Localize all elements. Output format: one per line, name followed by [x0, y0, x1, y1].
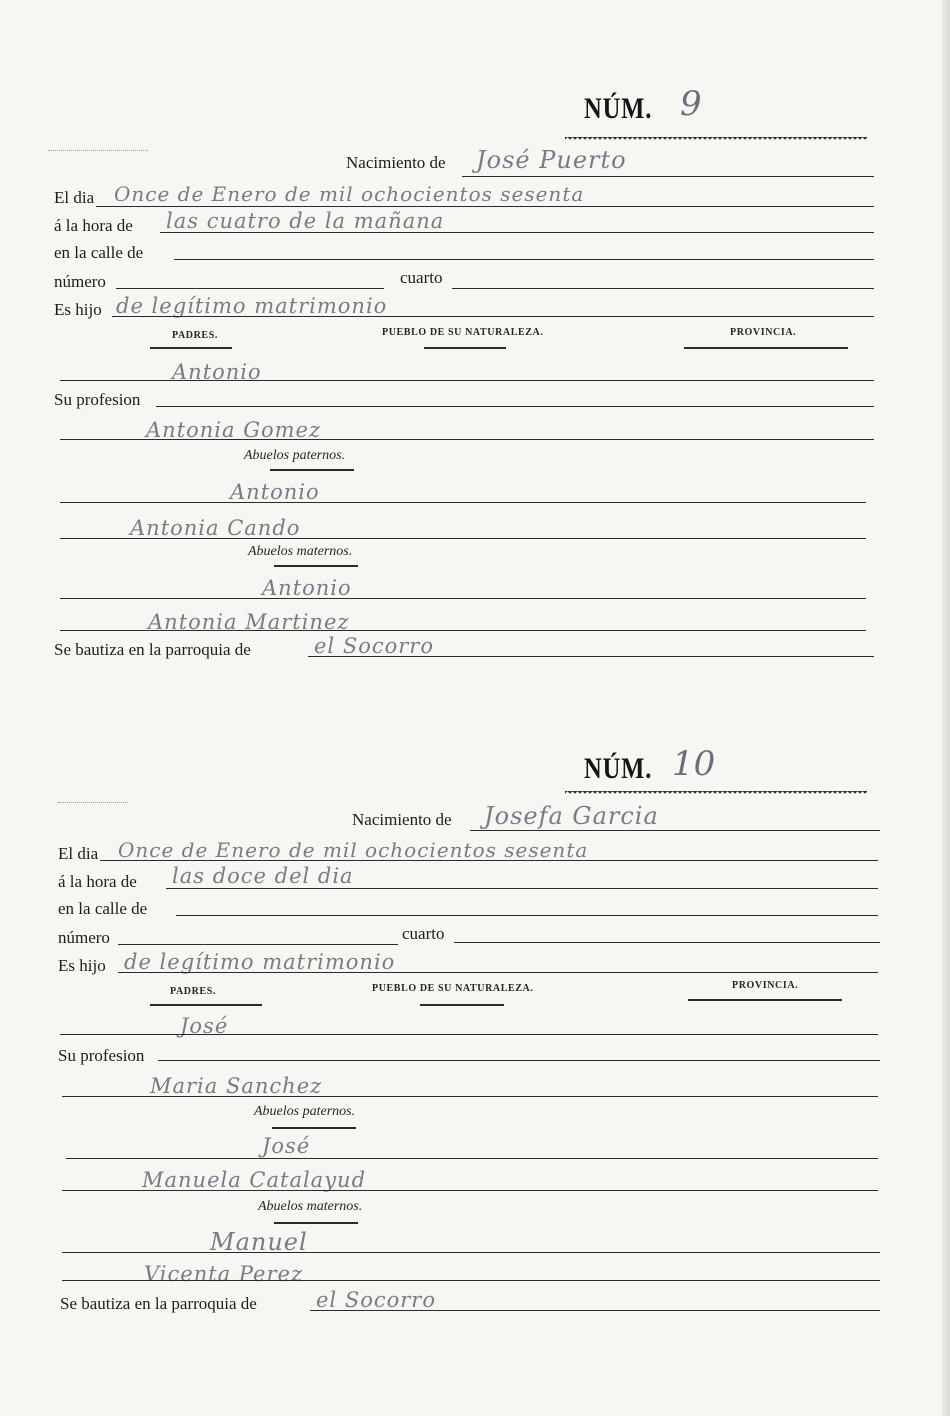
- es-hijo-value: de legítimo matrimonio: [124, 950, 396, 974]
- nacimiento-label: Nacimiento de: [346, 153, 446, 172]
- record-number-label: NÚM.: [584, 752, 653, 785]
- faint-rule: [48, 150, 148, 151]
- abuelo-materno-value: Manuel: [210, 1228, 308, 1256]
- padre-value: Antonio: [172, 360, 262, 384]
- parroquia-line: [308, 656, 874, 657]
- numero-label: número: [54, 272, 106, 291]
- nacimiento-line: [462, 176, 874, 177]
- parroquia-label: Se bautiza en la parroquia de: [60, 1294, 257, 1313]
- dia-line: [100, 860, 878, 861]
- abuela-materna-line: [62, 1280, 880, 1281]
- nacimiento-value: Josefa Garcia: [484, 802, 659, 830]
- pueblo-rule: [420, 1004, 504, 1006]
- ornament-rule: [565, 791, 867, 797]
- provincia-rule: [684, 347, 848, 349]
- abuelo-materno-value: Antonio: [262, 576, 352, 600]
- nacimiento-label: Nacimiento de: [352, 810, 452, 829]
- cuarto-label: cuarto: [400, 268, 443, 287]
- abuela-paterna-value: Antonia Cando: [130, 516, 301, 540]
- nacimiento-line: [470, 830, 880, 831]
- abuelos-maternos-header: Abuelos maternos.: [258, 1199, 363, 1214]
- padres-header: PADRES.: [170, 986, 216, 997]
- provincia-rule: [688, 999, 842, 1001]
- padres-rule: [150, 1004, 262, 1006]
- madre-line: [62, 1096, 878, 1097]
- abuelos-paternos-header: Abuelos paternos.: [254, 1104, 356, 1119]
- es-hijo-line: [112, 316, 874, 317]
- provincia-header: PROVINCIA.: [732, 980, 799, 991]
- parroquia-line: [310, 1310, 880, 1311]
- nacimiento-value: José Puerto: [476, 146, 627, 174]
- es-hijo-label: Es hijo: [58, 956, 106, 975]
- parroquia-label: Se bautiza en la parroquia de: [54, 640, 251, 659]
- madre-value: Antonia Gomez: [146, 418, 322, 442]
- hora-label: á la hora de: [58, 872, 137, 891]
- profesion-line: [158, 1060, 880, 1061]
- abuelos-maternos-rule: [274, 1222, 358, 1224]
- abuelos-paternos-rule: [272, 1127, 356, 1129]
- hora-line: [160, 232, 874, 233]
- profesion-label: Su profesion: [54, 390, 141, 409]
- calle-line: [176, 915, 878, 916]
- abuelo-paterno-value: Antonio: [230, 480, 320, 504]
- calle-label: en la calle de: [54, 243, 144, 262]
- dia-value: Once de Enero de mil ochocientos sesenta: [118, 838, 589, 862]
- dia-line: [96, 206, 874, 207]
- record-number-value: 9: [680, 84, 702, 124]
- abuela-materna-line: [60, 630, 866, 631]
- calle-label: en la calle de: [58, 899, 148, 918]
- provincia-header: PROVINCIA.: [730, 327, 797, 338]
- pueblo-header: PUEBLO DE SU NATURALEZA.: [372, 983, 534, 994]
- abuelo-materno-line: [60, 598, 866, 599]
- es-hijo-line: [118, 972, 878, 973]
- el-dia-label: El dia: [54, 188, 95, 207]
- pueblo-rule: [424, 347, 506, 349]
- padres-header: PADRES.: [172, 330, 218, 341]
- numero-label: número: [58, 928, 110, 947]
- abuela-materna-value: Antonia Martinez: [148, 610, 350, 634]
- faint-rule: [58, 802, 128, 803]
- abuelo-paterno-value: José: [262, 1134, 311, 1158]
- abuela-paterna-line: [62, 1190, 878, 1191]
- cuarto-label: cuarto: [402, 924, 445, 943]
- padres-rule: [150, 347, 232, 349]
- abuelos-maternos-header: Abuelos maternos.: [248, 544, 353, 559]
- abuela-paterna-value: Manuela Catalayud: [142, 1168, 367, 1192]
- abuelos-maternos-rule: [274, 565, 358, 567]
- hora-value: las cuatro de la mañana: [166, 209, 445, 233]
- record-number-value: 10: [672, 744, 716, 784]
- profesion-label: Su profesion: [58, 1046, 145, 1065]
- cuarto-line: [454, 942, 880, 943]
- el-dia-label: El dia: [58, 844, 99, 863]
- numero-line: [116, 288, 384, 289]
- calle-line: [174, 259, 874, 260]
- padre-value: José: [180, 1014, 229, 1038]
- madre-line: [60, 439, 874, 440]
- hora-label: á la hora de: [54, 216, 133, 235]
- pueblo-header: PUEBLO DE SU NATURALEZA.: [382, 327, 544, 338]
- madre-value: Maria Sanchez: [150, 1074, 323, 1098]
- parroquia-value: el Socorro: [314, 634, 434, 658]
- record-number-label: NÚM.: [584, 92, 653, 125]
- abuelos-paternos-header: Abuelos paternos.: [244, 448, 346, 463]
- abuelos-paternos-rule: [270, 469, 354, 471]
- cuarto-line: [452, 288, 874, 289]
- hora-line: [166, 888, 878, 889]
- abuela-materna-value: Vicenta Perez: [144, 1262, 304, 1286]
- dia-value: Once de Enero de mil ochocientos sesenta: [114, 182, 585, 206]
- ornament-rule: [565, 137, 867, 143]
- page-edge: [942, 0, 950, 1416]
- profesion-line: [156, 406, 874, 407]
- es-hijo-value: de legítimo matrimonio: [116, 294, 388, 318]
- parroquia-value: el Socorro: [316, 1288, 436, 1312]
- hora-value: las doce del dia: [172, 864, 354, 888]
- abuelo-materno-line: [62, 1252, 880, 1253]
- padre-line: [60, 1034, 878, 1035]
- padre-line: [60, 380, 874, 381]
- abuela-paterna-line: [60, 538, 866, 539]
- abuelo-paterno-line: [66, 1158, 878, 1159]
- es-hijo-label: Es hijo: [54, 300, 102, 319]
- numero-line: [118, 944, 398, 945]
- abuelo-paterno-line: [60, 502, 866, 503]
